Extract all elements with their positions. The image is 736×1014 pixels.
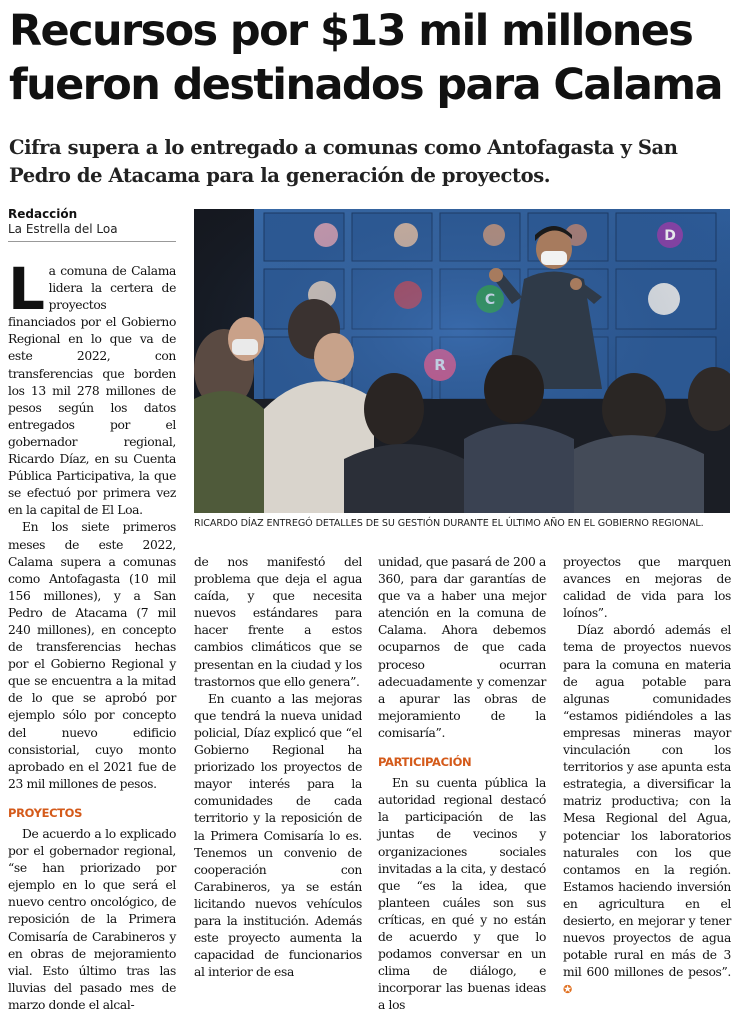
article-paragraph [8, 255, 176, 519]
article-column-1 [8, 255, 176, 1014]
article-column-3 [378, 554, 546, 1014]
article-paragraph: proyectos que marquen avances en mejoras de calidad de vida para los loínos”. [563, 555, 731, 621]
article-paragraph [563, 622, 731, 998]
photo-caption: RICARDO DÍAZ ENTREGÓ DETALLES DE SU GESTIÓN DURANTE EL ÚLTIMO AÑO EN EL GOBIERNO REGIONAL. [194, 518, 704, 529]
byline [8, 207, 176, 242]
article-paragraph: En cuanto a las mejoras que tendrá la nueva unidad policial, Díaz explicó que “el Gobierno Regional ha priorizado los proyectos de mayor interés para la comunidades de cada territorio y la reposición de la Primera Comisaría lo es. Tenemos un convenio de cooperación con Carabineros, ya se están licitando nuevos vehículos para la institución. Además este proyecto aumenta la capacidad de funcionarios al interior de esa [194, 691, 362, 980]
headline: Recursos por $13 mil millones fueron destinados para Calama [9, 6, 722, 110]
article-paragraph: En los siete primeros meses de este 2022, Calama supera a comunas como Antofagasta (10 mil 156 millones), y a San Pedro de Atacama (7 mil 240 millones), en concepto de transferencias hechas por el Gobierno Regional y que se encuentra a la mitad de lo que se aprobó por ejemplo sólo por concepto del nuevo edificio consistorial, cuyo monto aprobado en el 2021 fue de 23 mil millones de pesos. [8, 520, 176, 791]
paragraph-text: Díaz abordó además el tema de proyectos nuevos para la comuna en materia de agua potable para algunas comunidades “estamos pidiéndoles a las empresas mineras mayor vinculación con los territorios y ase apunta esta estrategia, a diversificar la matriz productiva; con la Mesa Regional del Agua, potenciar los laboratorios naturales con los que contamos en la región. Estamos haciendo inversión en agricultura en el desierto, en mejorar y tener nuevos proyectos de agua potable rural en más de 3 mil 600 millones de pesos”. [563, 623, 731, 980]
article-column-2 [194, 554, 362, 981]
photo-illustration [194, 209, 730, 513]
byline-outlet: La Estrella del Loa [8, 222, 118, 236]
byline-author: Redacción [8, 207, 78, 221]
article-column-4 [563, 554, 731, 998]
article-paragraph: unidad, que pasará de 200 a 360, para dar garantías de que va a haber una mejor atención en la comuna de Calama. Ahora debemos ocuparnos de que cada proceso ocurran adecuadamente y comenzar a apurar las obras de mejoramiento de la comisaría”. [378, 555, 546, 740]
article-paragraph: de nos manifestó del problema que deja el agua caída, y que necesita nuevos estándares para hacer frente a estos cambios climáticos que se presentan en la ciudad y los trastornos que ello genera”. [194, 555, 362, 689]
section-heading-proyectos: PROYECTOS [8, 805, 83, 820]
article-paragraph: En su cuenta pública la autoridad regional destacó la participación de las juntas de vecinos y organizaciones sociales invitadas a la cita, y destacó que “es la idea, que planteen cuáles son sus críticas, en qué y no están de acuerdo y que lo podamos conversar en un clima de diálogo, e incorporar las buenas ideas a los [378, 776, 546, 1013]
end-mark-icon: ✪ [563, 983, 572, 997]
subheadline: Cifra supera a lo entregado a comunas como Antofagasta y San Pedro de Atacama para la generación de proyectos. [9, 136, 678, 187]
article-photo [194, 209, 730, 513]
paragraph-text: a comuna de Calama lidera la certera de proyectos financiados por el Gobierno Regional en lo que va de este 2022, con transferencias que borden los 13 mil 278 millones de pesos según los datos entregados por el gobernador regional, Ricardo Díaz, en su Cuenta Pública Participativa, la que se efectuó por primera vez en la capital de El Loa. [8, 264, 176, 518]
article-paragraph: De acuerdo a lo explicado por el gobernador regional, “se han priorizado por ejemplo en lo que será el nuevo centro oncológico, de reposición de la Primera Comisaría de Carabineros y en obras de mejoramiento vial. Esto último tras las lluvias del pasado mes de marzo donde el alcal- [8, 827, 176, 1012]
drop-cap: L [8, 255, 45, 323]
section-heading-participacion: PARTICIPACIÓN [378, 755, 472, 770]
